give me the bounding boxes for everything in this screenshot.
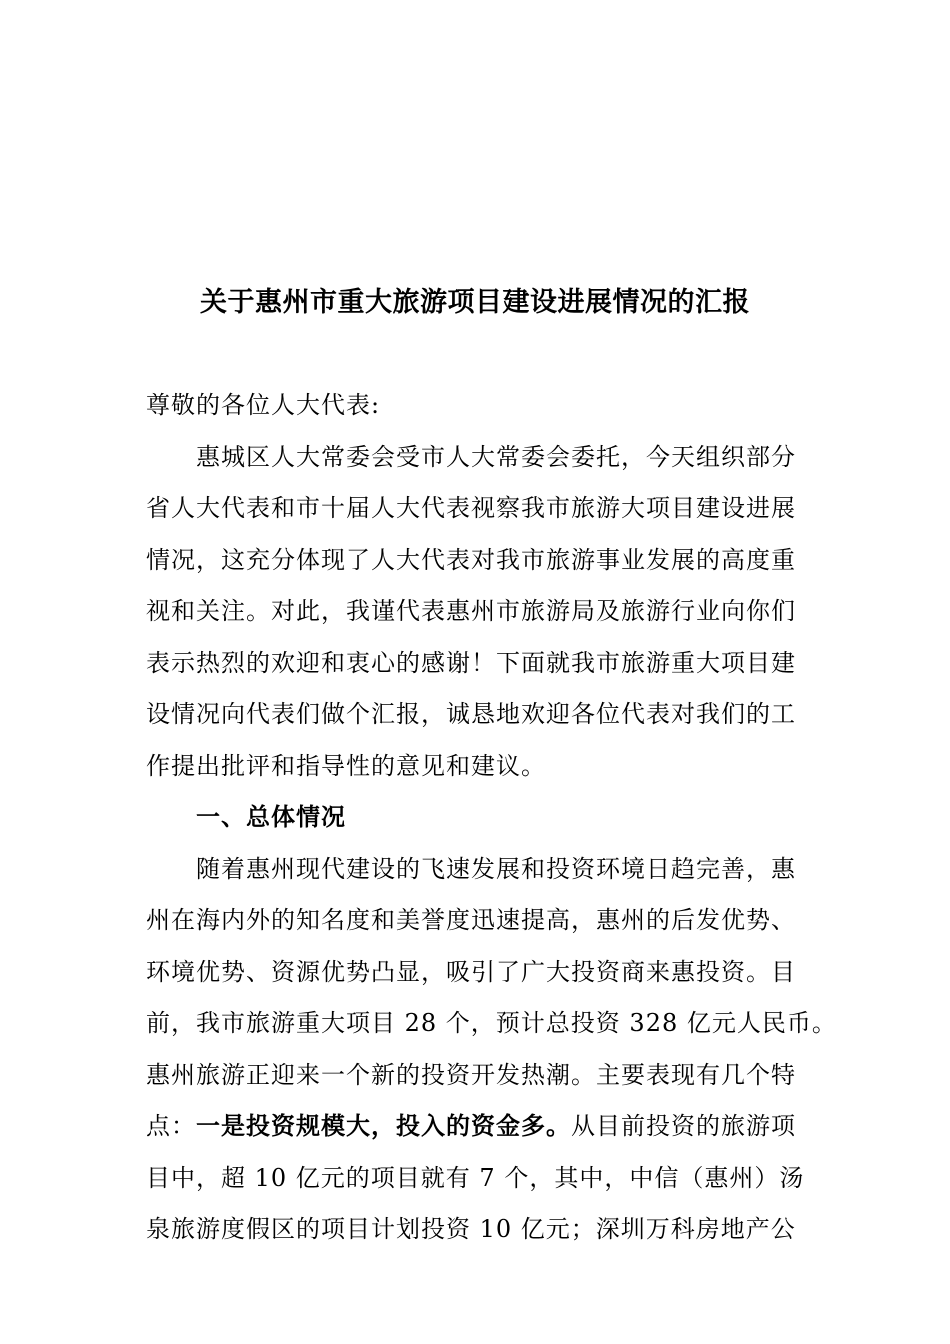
paragraph-line: 省人大代表和市十届人大代表视察我市旅游大项目建设进展 bbox=[146, 494, 796, 522]
paragraph-text: 点： bbox=[146, 1112, 196, 1140]
paragraph-line-mixed bbox=[146, 1101, 811, 1153]
paragraph-line: 目中，超 10 亿元的项目就有 7 个，其中，中信（惠州）汤 bbox=[146, 1163, 805, 1192]
document-body bbox=[146, 380, 837, 1256]
paragraph-line: 州在海内外的知名度和美誉度迅速提高，惠州的后发优势、 bbox=[146, 906, 796, 934]
section-heading: 一、总体情况 bbox=[196, 803, 346, 831]
paragraph-line: 作提出批评和指导性的意见和建议。 bbox=[146, 751, 546, 780]
paragraph-line: 环境优势、资源优势凸显，吸引了广大投资商来惠投资。目 bbox=[146, 957, 796, 986]
paragraph-line: 表示热烈的欢迎和衷心的感谢！下面就我市旅游重大项目建 bbox=[146, 648, 796, 677]
paragraph-line: 前，我市旅游重大项目 28 个，预计总投资 328 亿元人民币。 bbox=[146, 1009, 837, 1037]
document-title: 关于惠州市重大旅游项目建设进展情况的汇报 bbox=[200, 287, 750, 318]
bold-emphasis: 一是投资规模大，投入的资金多。 bbox=[196, 1112, 571, 1140]
paragraph-line: 惠州旅游正迎来一个新的投资开发热潮。主要表现有几个特 bbox=[146, 1060, 796, 1089]
paragraph-line: 泉旅游度假区的项目计划投资 10 亿元；深圳万科房地产公 bbox=[146, 1215, 796, 1243]
paragraph-line: 惠城区人大常委会受市人大常委会委托，今天组织部分 bbox=[196, 442, 796, 471]
paragraph-line: 随着惠州现代建设的飞速发展和投资环境日趋完善，惠 bbox=[196, 854, 796, 883]
paragraph-line: 视和关注。对此，我谨代表惠州市旅游局及旅游行业向你们 bbox=[146, 597, 796, 625]
paragraph-line: 设情况向代表们做个汇报，诚恳地欢迎各位代表对我们的工 bbox=[146, 700, 796, 728]
paragraph-text: 从目前投资的旅游项 bbox=[571, 1112, 796, 1140]
paragraph-line: 情况，这充分体现了人大代表对我市旅游事业发展的高度重 bbox=[146, 545, 796, 574]
salutation: 尊敬的各位人大代表: bbox=[146, 391, 381, 419]
